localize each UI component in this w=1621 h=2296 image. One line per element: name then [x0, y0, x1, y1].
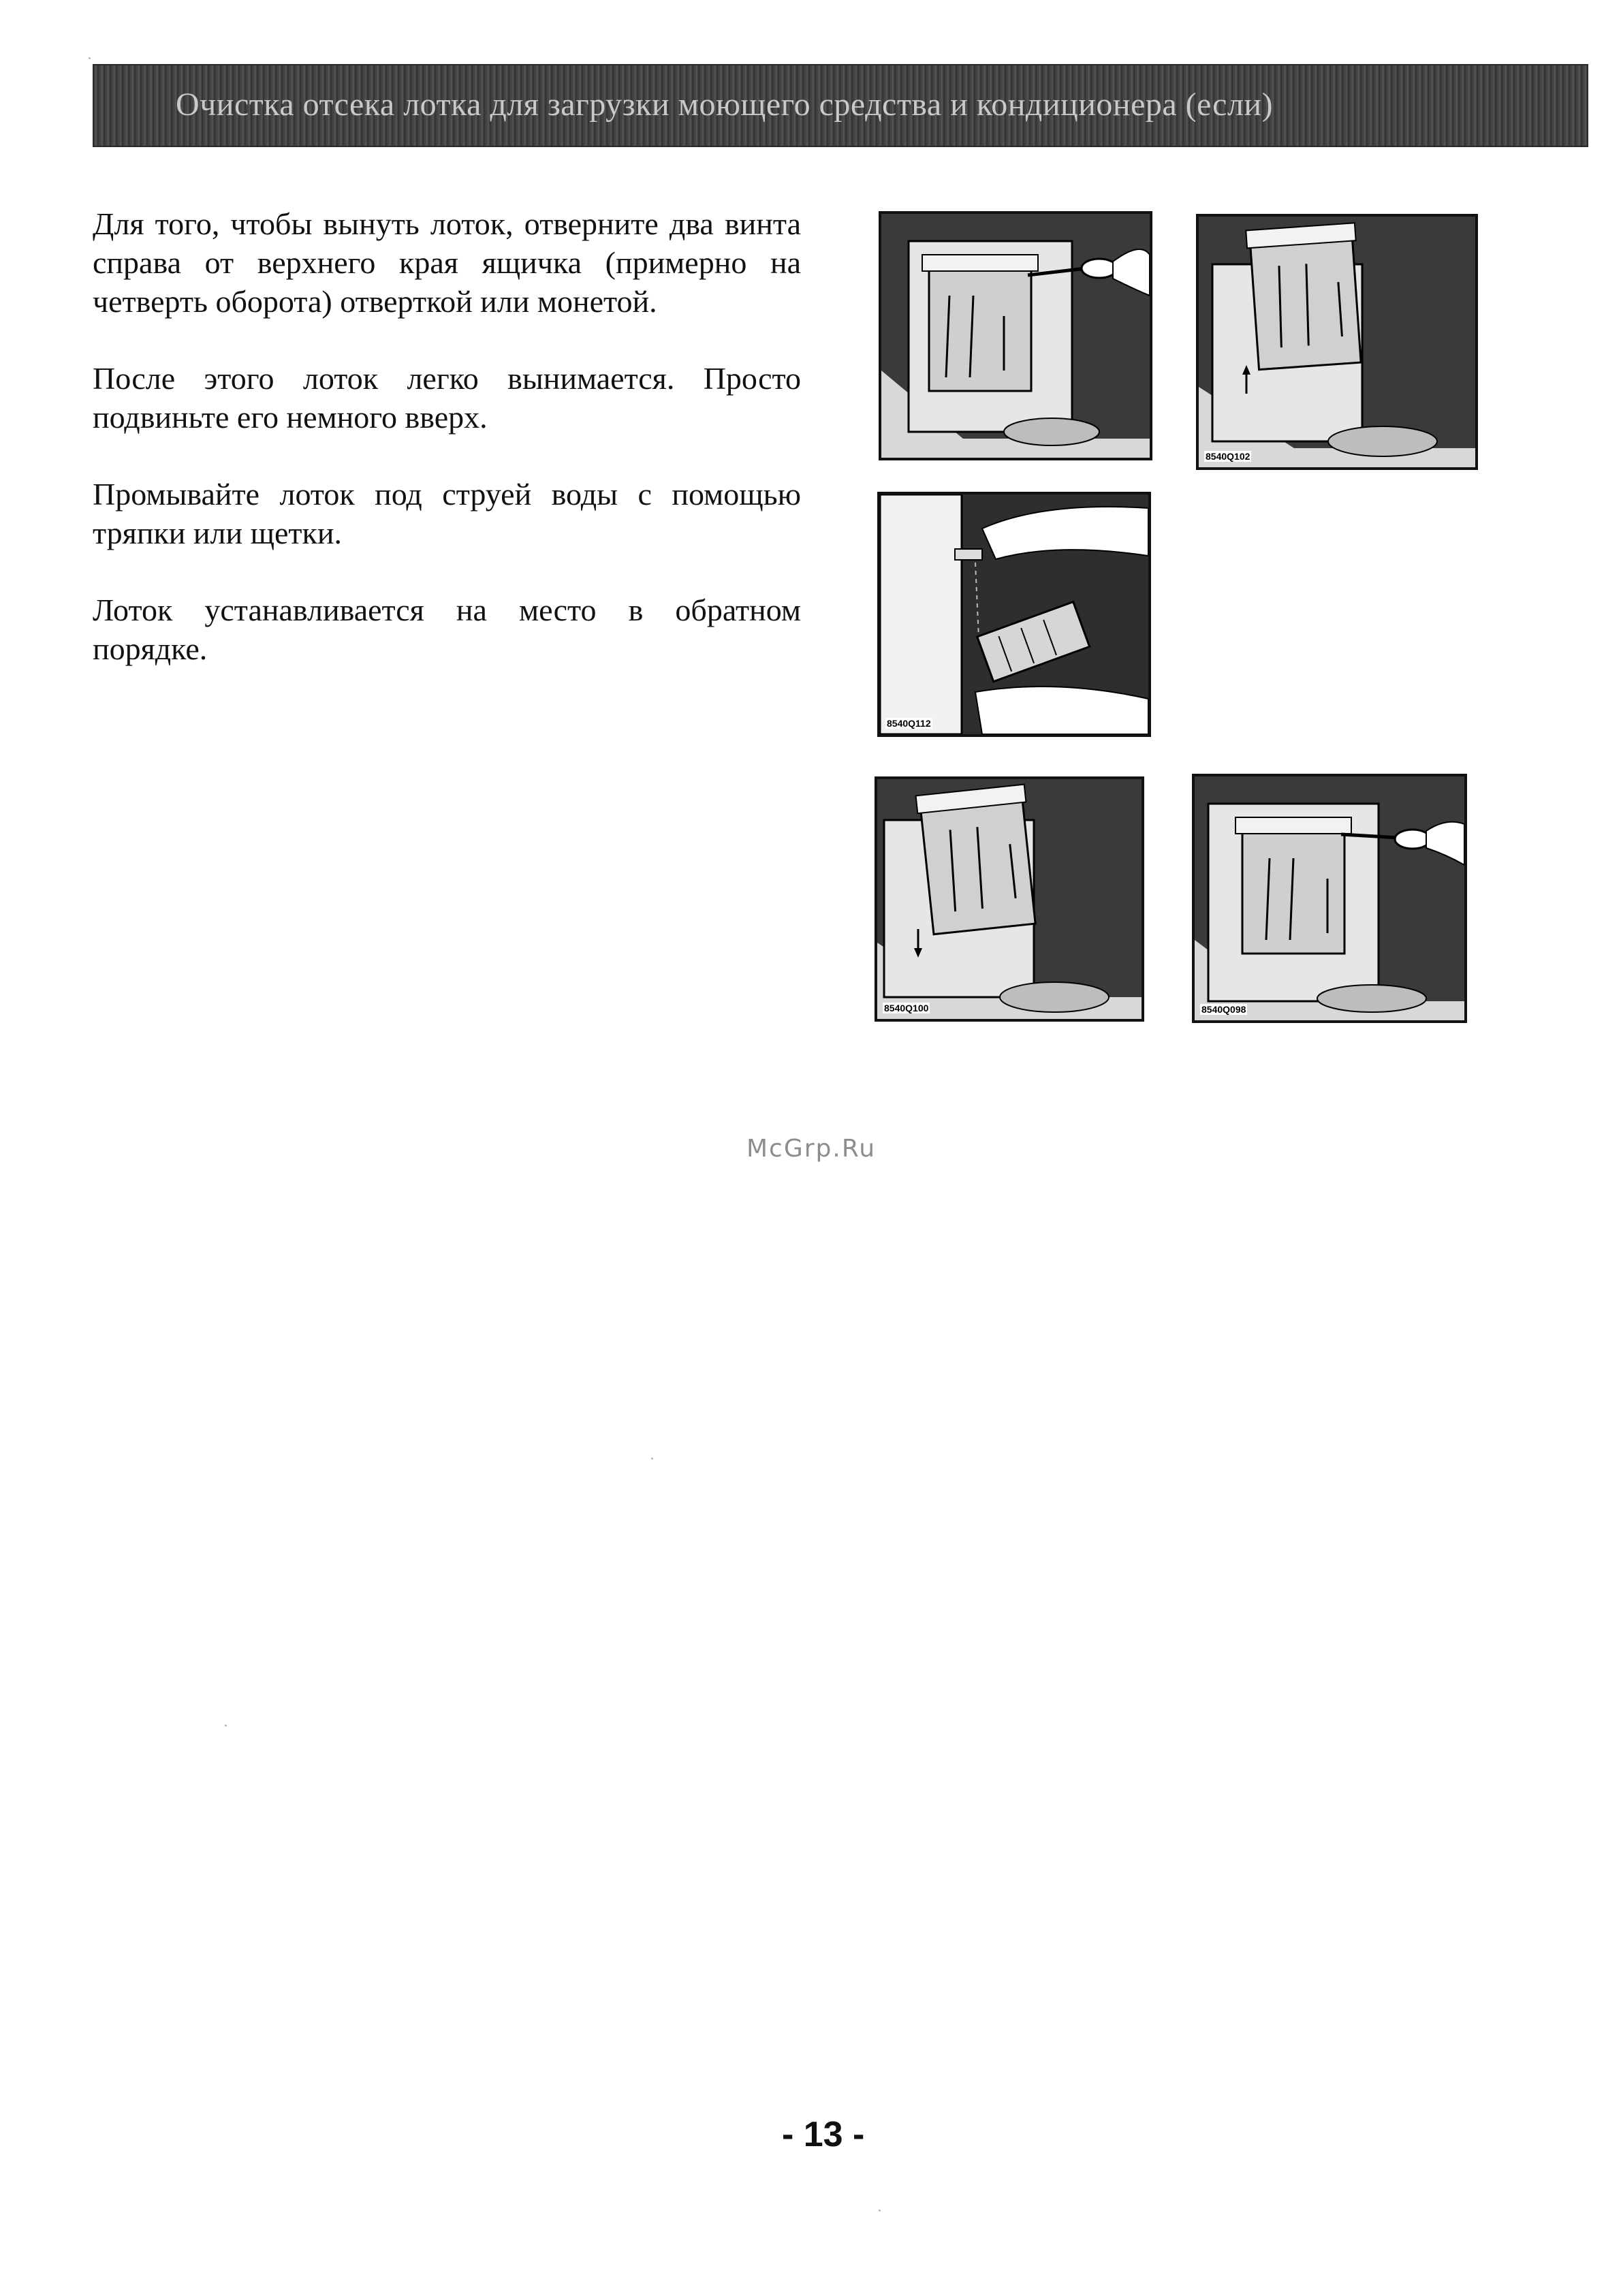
figure-lift-tray: [1196, 214, 1478, 470]
section-header-bar: [94, 65, 1587, 146]
figure-wash-tray-illustration: [880, 494, 1148, 734]
figure-unscrew: [879, 211, 1152, 460]
figure-code-label: 8540Q112: [887, 718, 931, 729]
figure-insert-tray-illustration: [877, 779, 1142, 1019]
figure-tighten-screws-illustration: [1195, 776, 1464, 1020]
watermark: McGrp.Ru: [746, 1135, 877, 1163]
paragraph-wash-tray: Промывайте лоток под струей воды с помощью тряпки или щетки.: [93, 477, 801, 550]
figure-tighten-screws: [1192, 774, 1467, 1023]
scan-speck: [651, 1458, 653, 1460]
figure-insert-tray: [875, 776, 1144, 1022]
figure-code-label: 8540Q100: [884, 1003, 929, 1013]
scan-speck: [225, 1725, 227, 1727]
figure-lift-tray-illustration: [1199, 217, 1475, 467]
scan-speck: [89, 57, 91, 59]
paragraph-lift-tray: После этого лоток легко вынимается. Просто подвиньте его немного вверх.: [93, 361, 801, 435]
paragraph-remove-screws: Для того, чтобы вынуть лоток, отверните два винта справа от верхнего края ящичка (примерно на четверть оборота) отверткой или монетой.: [93, 206, 801, 319]
page-number: - 13 -: [782, 2115, 865, 2154]
instructions-text: [93, 204, 801, 706]
paragraph-reinstall: Лоток устанавливается на место в обратном порядке.: [93, 593, 801, 666]
section-title: Очистка отсека лотка для загрузки моющего средства и кондиционера (если): [176, 87, 1274, 123]
figure-unscrew-illustration: [881, 214, 1150, 458]
figure-wash-tray: [877, 492, 1151, 737]
scan-speck: [879, 2209, 881, 2212]
figure-code-label: 8540Q102: [1206, 451, 1250, 462]
figure-code-label: 8540Q098: [1201, 1004, 1246, 1015]
